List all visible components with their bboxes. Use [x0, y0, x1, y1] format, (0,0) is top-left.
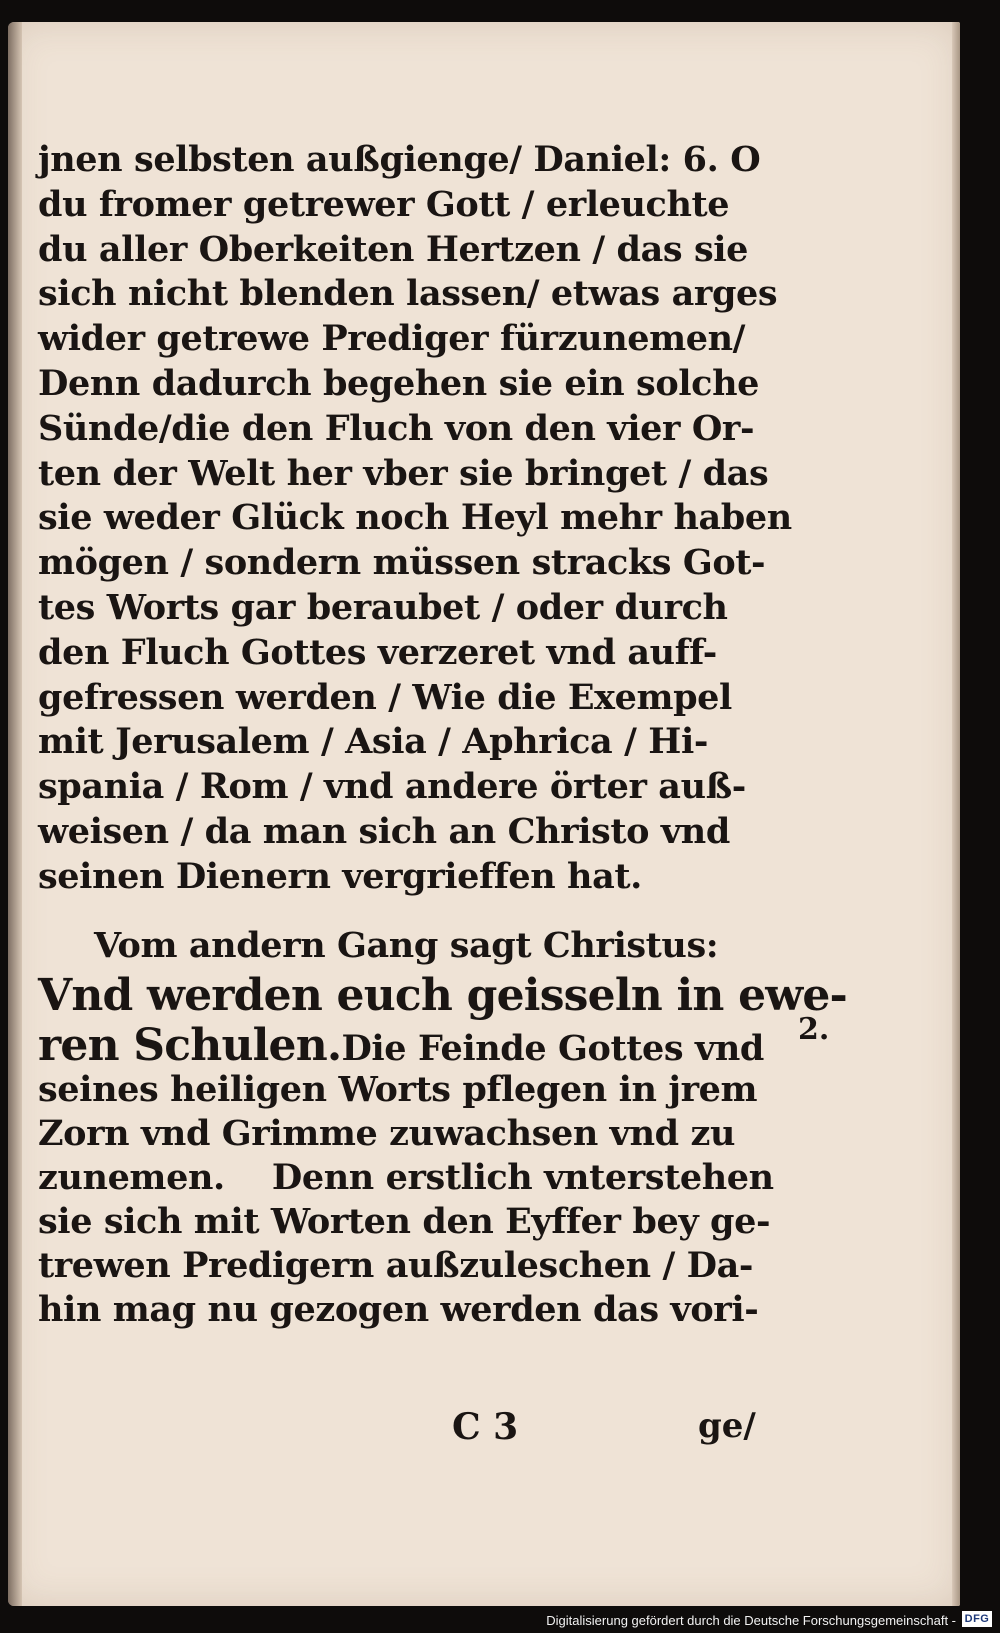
margin-note: 2.	[798, 1012, 830, 1047]
text-line: sich nicht blenden lassen/ etwas arges	[38, 273, 778, 315]
dfg-logo: DFG	[962, 1611, 992, 1627]
footer-bar	[0, 1606, 1000, 1633]
text-line: wider getrewe Prediger fürzunemen/	[38, 318, 746, 360]
paragraph-2	[38, 924, 848, 1332]
text-line: Denn dadurch begehen sie ein solche	[38, 362, 760, 404]
catchword: ge/	[698, 1406, 756, 1446]
page-text-block	[38, 138, 848, 1332]
paragraph-1	[38, 138, 792, 900]
text-line-mixed	[38, 1019, 778, 1071]
text-line: zunemen. Denn erstlich vnterstehen	[38, 1156, 774, 1198]
text-line: Sünde/die den Fluch von den vier Or-	[38, 407, 755, 449]
text-line: seines heiligen Worts pflegen in jrem	[38, 1068, 758, 1110]
text-line: sie sich mit Worten den Eyffer bey ge-	[38, 1200, 771, 1242]
text-line: weisen / da man sich an Christo vnd	[38, 810, 730, 852]
text-line: Vom andern Gang sagt Christus:	[94, 924, 719, 966]
page-fore-edge	[952, 22, 960, 1606]
text-line: du aller Oberkeiten Hertzen / das sie	[38, 228, 749, 270]
page-gutter	[8, 22, 22, 1606]
funding-credit: Digitalisierung gefördert durch die Deutsche Forschungsgemeinschaft -	[546, 1613, 956, 1628]
text-line: mit Jerusalem / Asia / Aphrica / Hi-	[38, 721, 708, 763]
text-line: mögen / sondern müssen stracks Got-	[38, 542, 766, 584]
text-line: seinen Dienern vergrieffen hat.	[38, 855, 642, 897]
text-line: du fromer getrewer Gott / erleuchte	[38, 183, 730, 225]
text-line: jnen selbsten außgienge/ Daniel: 6. O	[38, 139, 761, 180]
text-line-continuation: Die Feinde Gottes vnd	[341, 1027, 765, 1069]
text-line: gefressen werden / Wie die Exempel	[38, 676, 732, 718]
scripture-quote-end: ren Schulen.	[38, 1019, 342, 1071]
text-line: ten der Welt her vber sie bringet / das	[38, 452, 769, 494]
text-line: sie weder Glück noch Heyl mehr haben	[38, 497, 792, 539]
text-line: spania / Rom / vnd andere örter auß-	[38, 766, 746, 808]
text-line: tes Worts gar beraubet / oder durch	[38, 586, 728, 628]
text-line: hin mag nu gezogen werden das vori-	[38, 1288, 759, 1330]
signature-mark: C 3	[452, 1406, 519, 1448]
scripture-quote-line: Vnd werden euch geisseln in ewe-	[38, 969, 848, 1021]
text-line: Zorn vnd Grimme zuwachsen vnd zu	[38, 1112, 736, 1154]
text-line: den Fluch Gottes verzeret vnd auff-	[38, 631, 717, 673]
book-page	[8, 22, 960, 1606]
text-line: trewen Predigern außzuleschen / Da-	[38, 1244, 754, 1286]
